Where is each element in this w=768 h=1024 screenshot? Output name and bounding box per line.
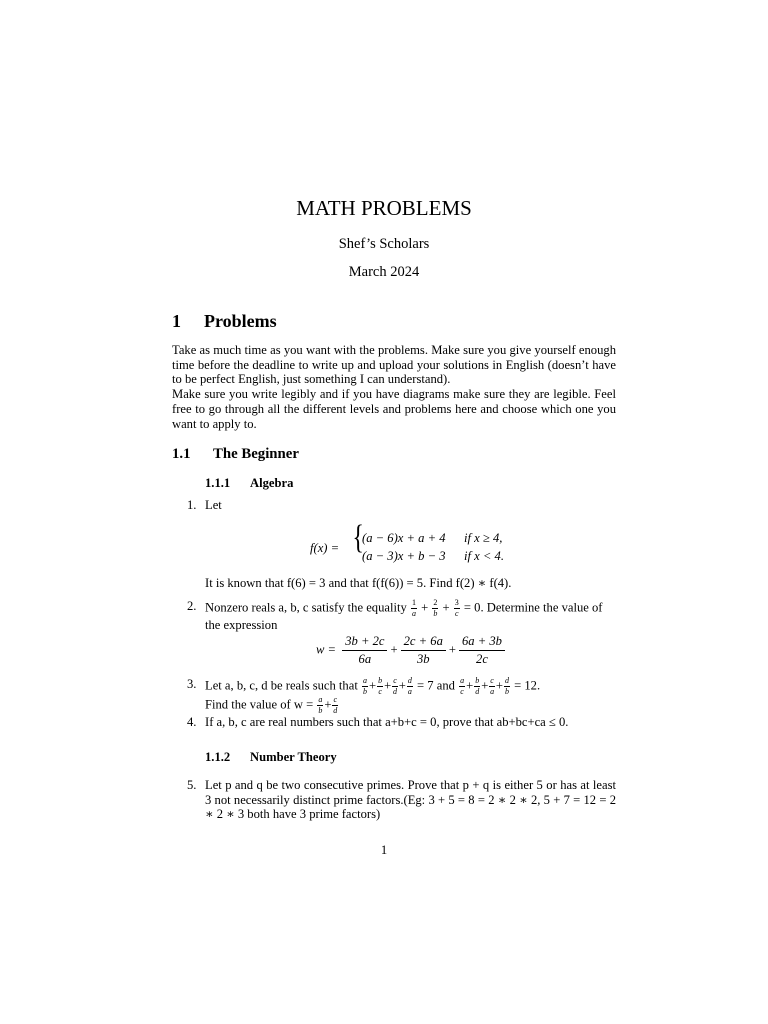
case-1-condition: if x ≥ 4,	[464, 531, 503, 545]
fraction-c-over-d: $\frac{c}{d}$	[392, 676, 397, 696]
case-2-expression: (a − 3)x + b − 3	[362, 549, 446, 563]
algebra-heading	[205, 476, 293, 491]
section-title: Problems	[204, 311, 277, 331]
fraction-w-3	[459, 635, 505, 665]
problem-4-text: If a, b, c are real numbers such that a+b+c = 0, prove that ab+bc+ca ≤ 0.	[205, 715, 569, 729]
intro-paragraph-1: Take as much time as you want with the problems. Make sure you give yourself enough time before the deadline to write up and upload your solutions in English (doesn’t have to be perfect English, just something I can understand).	[172, 343, 616, 387]
problem-2	[187, 598, 616, 633]
document-date: March 2024	[348, 264, 420, 280]
fraction-denominator: 6a	[358, 651, 372, 666]
problem-1-intro: Let	[205, 498, 222, 512]
document-author: Shef’s Scholars	[338, 236, 430, 252]
document-title: MATH PROBLEMS	[296, 196, 472, 220]
algebra-heading-title: Algebra	[250, 476, 294, 490]
number-theory-heading-number: 1.1.2	[205, 750, 231, 764]
problem-label: 3.	[187, 677, 197, 691]
fraction-b-over-c: $\frac{b}{c}$	[378, 676, 383, 696]
problem-3-line-2: Find the value of w = $\frac{a}{b}$ + $\frac{c}{d}$	[205, 695, 338, 715]
fraction-numerator: 3b + 2c	[342, 635, 387, 651]
problem-1	[187, 498, 616, 513]
fraction-w-2	[401, 635, 446, 665]
fraction-w-1	[342, 635, 387, 665]
fraction-3-over-c: $\frac{3}{c}$	[454, 598, 459, 618]
problem-3-text-a: Let a, b, c, d be reals such that	[205, 678, 358, 693]
fraction-d-over-a: $\frac{d}{a}$	[407, 676, 412, 696]
algebra-heading-number: 1.1.1	[205, 476, 231, 490]
number-theory-heading-title: Number Theory	[250, 750, 337, 764]
problem-label: 5.	[187, 778, 197, 792]
fraction-d-over-b: $\frac{d}{b}$	[504, 676, 509, 696]
problem-1-text: It is known that f(6) = 3 and that f(f(6)) = 5. Find f(2) ∗ f(4).	[205, 576, 512, 590]
problem-5-text: Let p and q be two consecutive primes. Prove that p + q is either 5 or has at least 3 not necessarily distinct prime factors.(Eg: 3 + 5 = 8 = 2 ∗ 2 ∗ 2, 5 + 7 = 12 = 2 ∗ 2 ∗ 3 both have 3 prime factors)	[205, 778, 616, 822]
fraction-a-over-b: $\frac{a}{b}$	[318, 695, 323, 715]
problem-3-text-d: Find the value of w =	[205, 697, 314, 712]
problem-4	[187, 715, 616, 730]
subsection-heading	[172, 446, 299, 463]
problem-2-text-a: Nonzero reals a, b, c satisfy the equality	[205, 600, 407, 615]
problem-label: 4.	[187, 715, 197, 729]
problem-3-line-1: Let a, b, c, d be reals such that $\frac{a}{b}$ + $\frac{b}{c}$ + $\frac{c}{d}$ + $\frac{d}{a}$ = 7 and $\frac{a}{c}$ + $\frac{b}{d}$ + $\frac{c}{a}$ + $\frac{d}{b}$ = 12.	[205, 676, 541, 696]
brace-symbol: {	[352, 519, 364, 556]
subsection-title: The Beginner	[213, 446, 299, 462]
fraction-denominator: 2c	[476, 651, 488, 666]
page-number: 1	[380, 843, 388, 857]
fraction-a-over-c: $\frac{a}{c}$	[460, 676, 465, 696]
problem-label: 1.	[187, 498, 197, 512]
fraction-denominator: 3b	[416, 651, 430, 666]
problem-1-question	[205, 576, 616, 591]
problem-2-line-1: Nonzero reals a, b, c satisfy the equality $\frac{1}{a}$ + $\frac{2}{b}$ + $\frac{3}{c}$ = 0. Determine the value of the expression	[205, 598, 603, 632]
subsection-number: 1.1	[172, 446, 191, 462]
section-number: 1	[172, 311, 181, 331]
fraction-2-over-b: $\frac{2}{b}$	[433, 598, 438, 618]
fraction-a-over-b: $\frac{a}{b}$	[362, 676, 367, 696]
section-heading	[172, 311, 277, 332]
case-1-expression: (a − 6)x + a + 4	[362, 531, 446, 545]
problem-2-text-b: = 0. Determine the value of the expression	[205, 600, 603, 632]
number-theory-heading	[205, 750, 337, 765]
fraction-c-over-a: $\frac{c}{a}$	[490, 676, 495, 696]
problem-label: 2.	[187, 599, 197, 613]
fraction-1-over-a: $\frac{1}{a}$	[411, 598, 416, 618]
problem-3	[187, 676, 616, 715]
problem-3-text-b: = 7 and	[417, 678, 455, 693]
piecewise-lhs: f(x) =	[310, 541, 340, 555]
intro-paragraph-2: Make sure you write legibly and if you have diagrams make sure they are legible. Feel free to go through all the different levels and problems here and choose which one you want to apply to.	[172, 387, 616, 431]
problem-3-text-c: = 12.	[514, 678, 541, 693]
intro-text	[172, 343, 616, 431]
fraction-numerator: 2c + 6a	[401, 635, 446, 651]
fraction-b-over-d: $\frac{b}{d}$	[475, 676, 480, 696]
fraction-numerator: 6a + 3b	[459, 635, 505, 651]
problem-5	[187, 778, 616, 822]
fraction-c-over-d: $\frac{c}{d}$	[333, 695, 338, 715]
expression-w: w = $\frac{3b + 2c}{6a}$ + $\frac{2c + 6a}{3b}$ + $\frac{6a + 3b}{2c}$	[316, 635, 516, 665]
w-lhs: w =	[316, 642, 337, 657]
case-2-condition: if x < 4.	[464, 549, 504, 563]
